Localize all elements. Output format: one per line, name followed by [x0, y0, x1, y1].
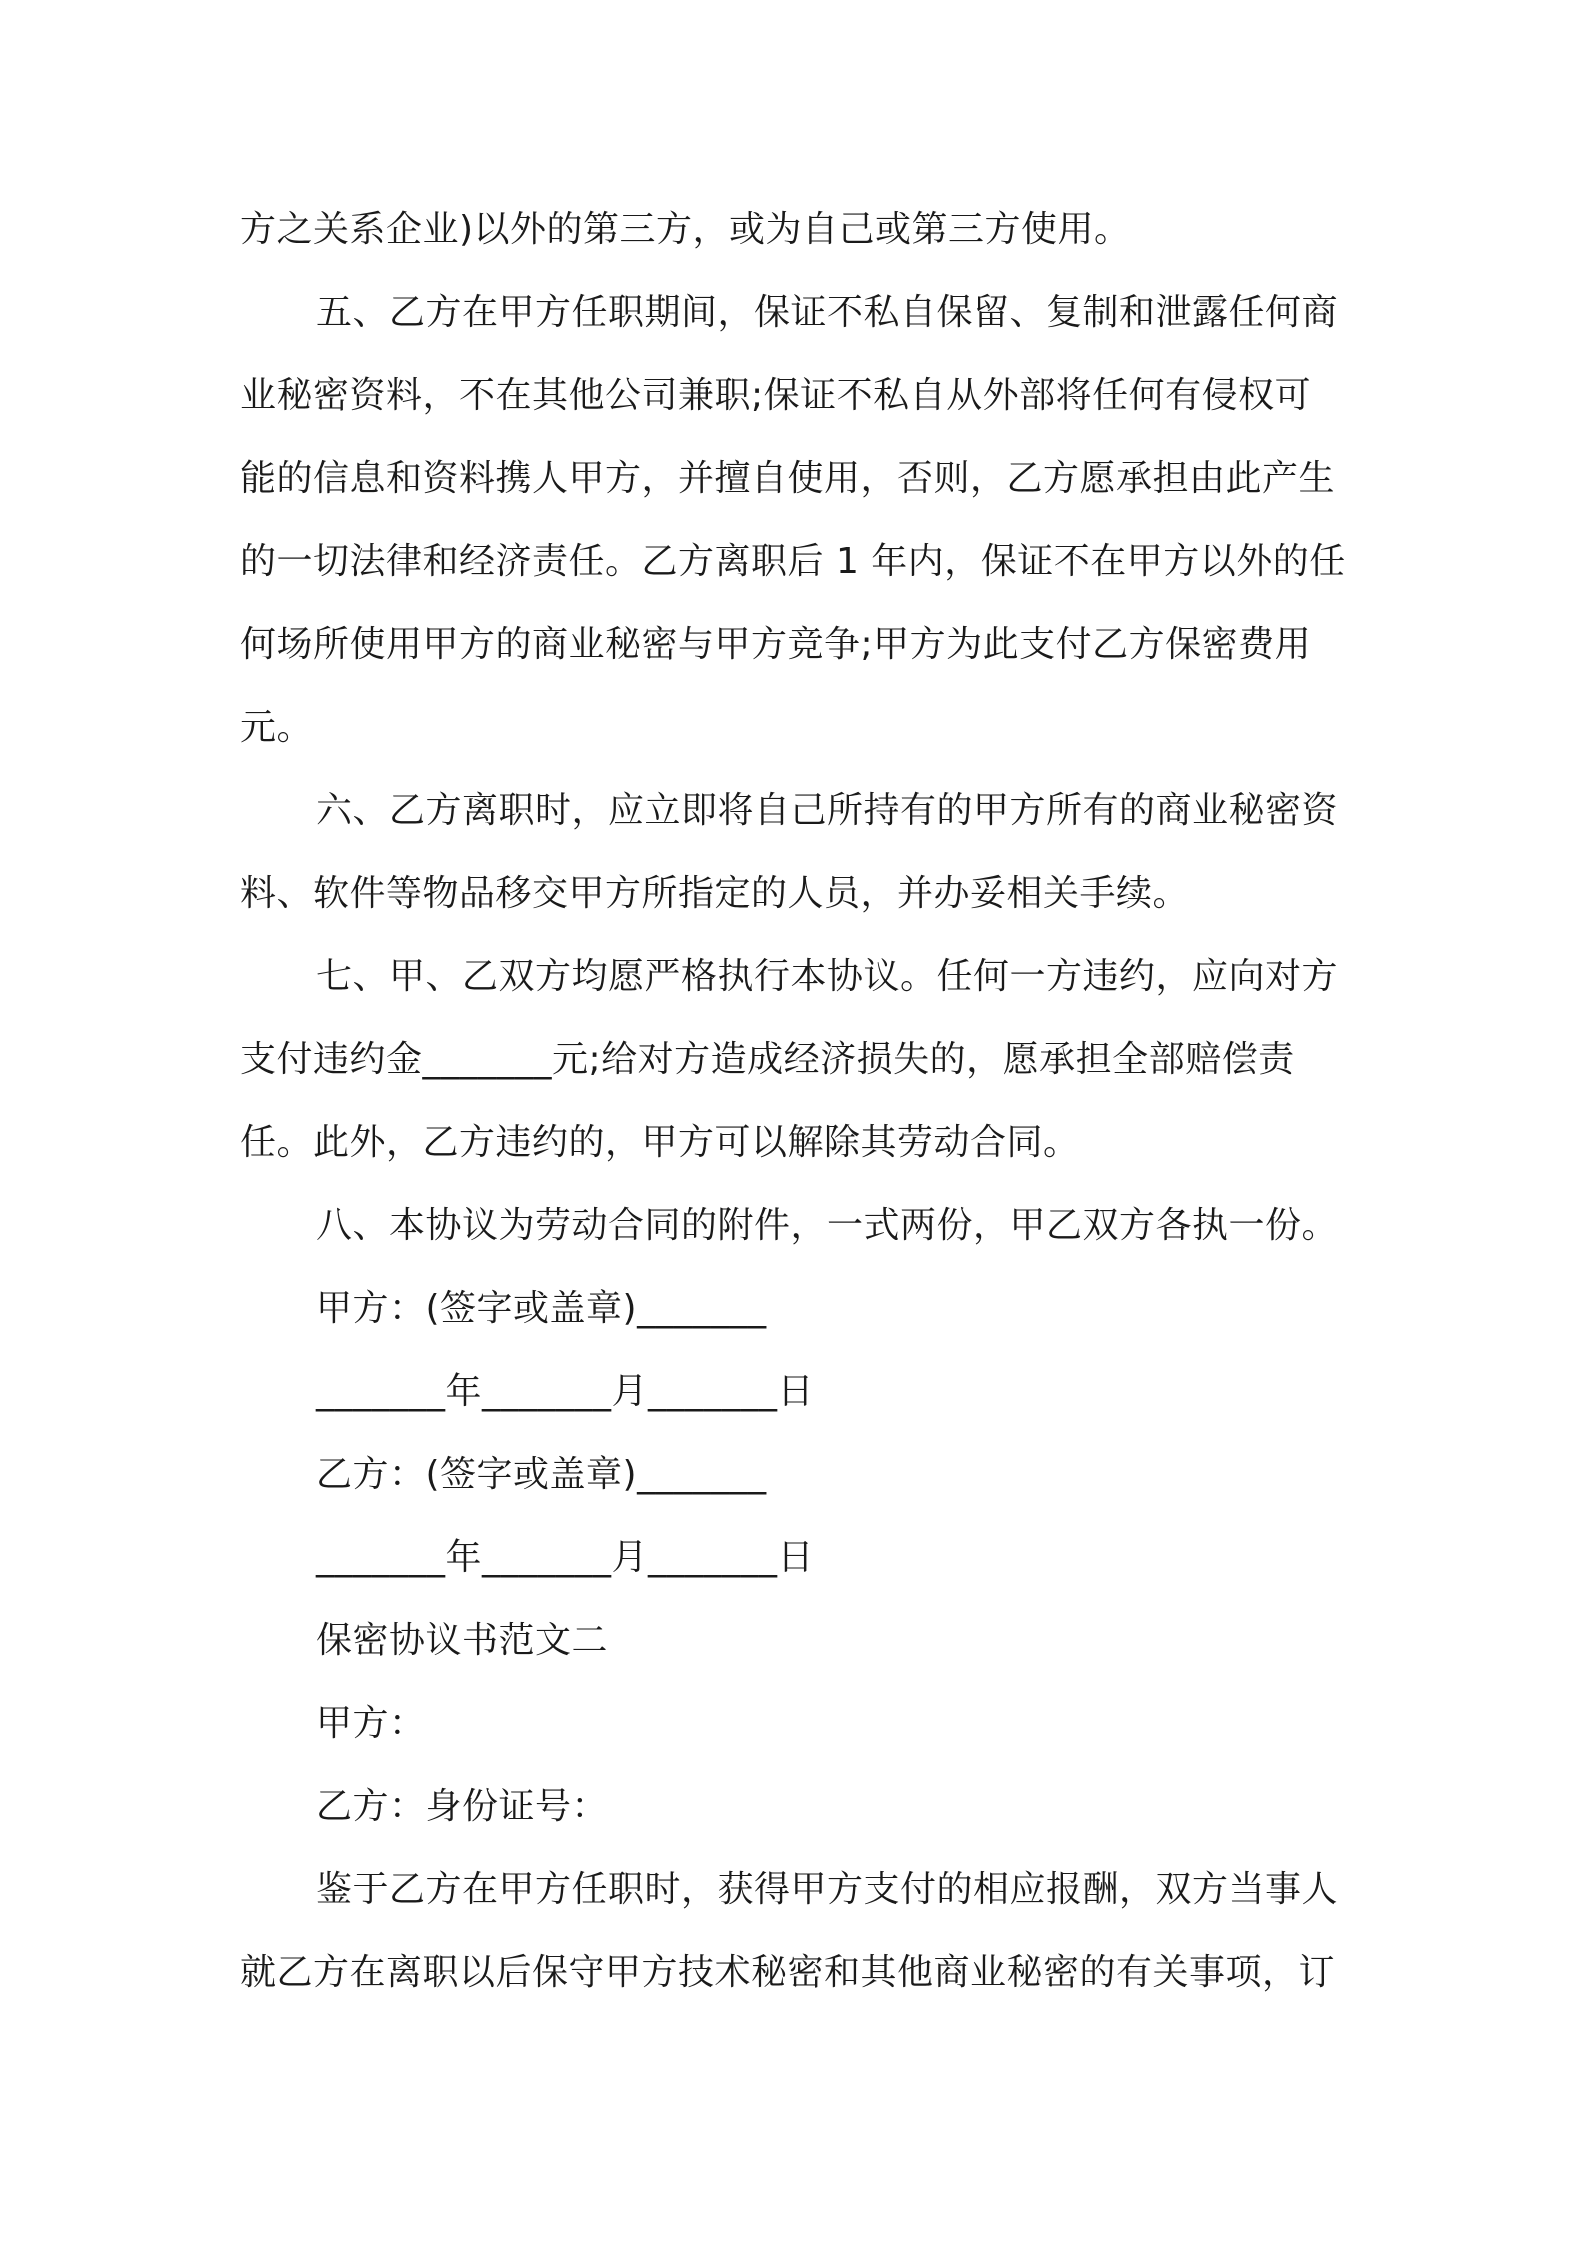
- text-line: 何场所使用甲方的商业秘密与甲方竞争;甲方为此支付乙方保密费用: [240, 624, 1312, 665]
- text-line: 五、乙方在甲方任职期间，保证不私自保留、复制和泄露任何商: [316, 292, 1339, 333]
- signature-line-party-a: 甲方：(签字或盖章)_______: [316, 1288, 767, 1329]
- text-line: 方之关系企业)以外的第三方，或为自己或第三方使用。: [240, 209, 1131, 250]
- text-line: 六、乙方离职时，应立即将自己所持有的甲方所有的商业秘密资: [316, 790, 1339, 831]
- text-line: 八、本协议为劳动合同的附件，一式两份，甲乙双方各执一份。: [316, 1205, 1339, 1246]
- signature-line-party-b: 乙方：(签字或盖章)_______: [316, 1454, 767, 1495]
- party-b-label: 乙方：身份证号：: [316, 1786, 609, 1827]
- text-line: 料、软件等物品移交甲方所指定的人员，并办妥相关手续。: [240, 873, 1190, 914]
- text-line: 就乙方在离职以后保守甲方技术秘密和其他商业秘密的有关事项，订: [240, 1952, 1336, 1993]
- text-line: 业秘密资料，不在其他公司兼职;保证不私自从外部将任何有侵权可: [240, 375, 1312, 416]
- text-line: 鉴于乙方在甲方任职时，获得甲方支付的相应报酬，双方当事人: [316, 1869, 1339, 1910]
- text-line: 元。: [240, 707, 314, 748]
- text-line: 任。此外，乙方违约的，甲方可以解除其劳动合同。: [240, 1122, 1080, 1163]
- date-line-party-a: _______年_______月_______日: [316, 1371, 814, 1412]
- party-a-label: 甲方：: [316, 1703, 426, 1744]
- date-line-party-b: _______年_______月_______日: [316, 1537, 814, 1578]
- text-line: 能的信息和资料携人甲方，并擅自使用，否则，乙方愿承担由此产生: [240, 458, 1336, 499]
- text-line: 七、甲、乙双方均愿严格执行本协议。任何一方违约，应向对方: [316, 956, 1339, 997]
- text-line: 的一切法律和经济责任。乙方离职后 1 年内，保证不在甲方以外的任: [240, 541, 1346, 582]
- section-title: 保密协议书范文二: [316, 1620, 609, 1661]
- text-line: 支付违约金_______元;给对方造成经济损失的，愿承担全部赔偿责: [240, 1039, 1295, 1080]
